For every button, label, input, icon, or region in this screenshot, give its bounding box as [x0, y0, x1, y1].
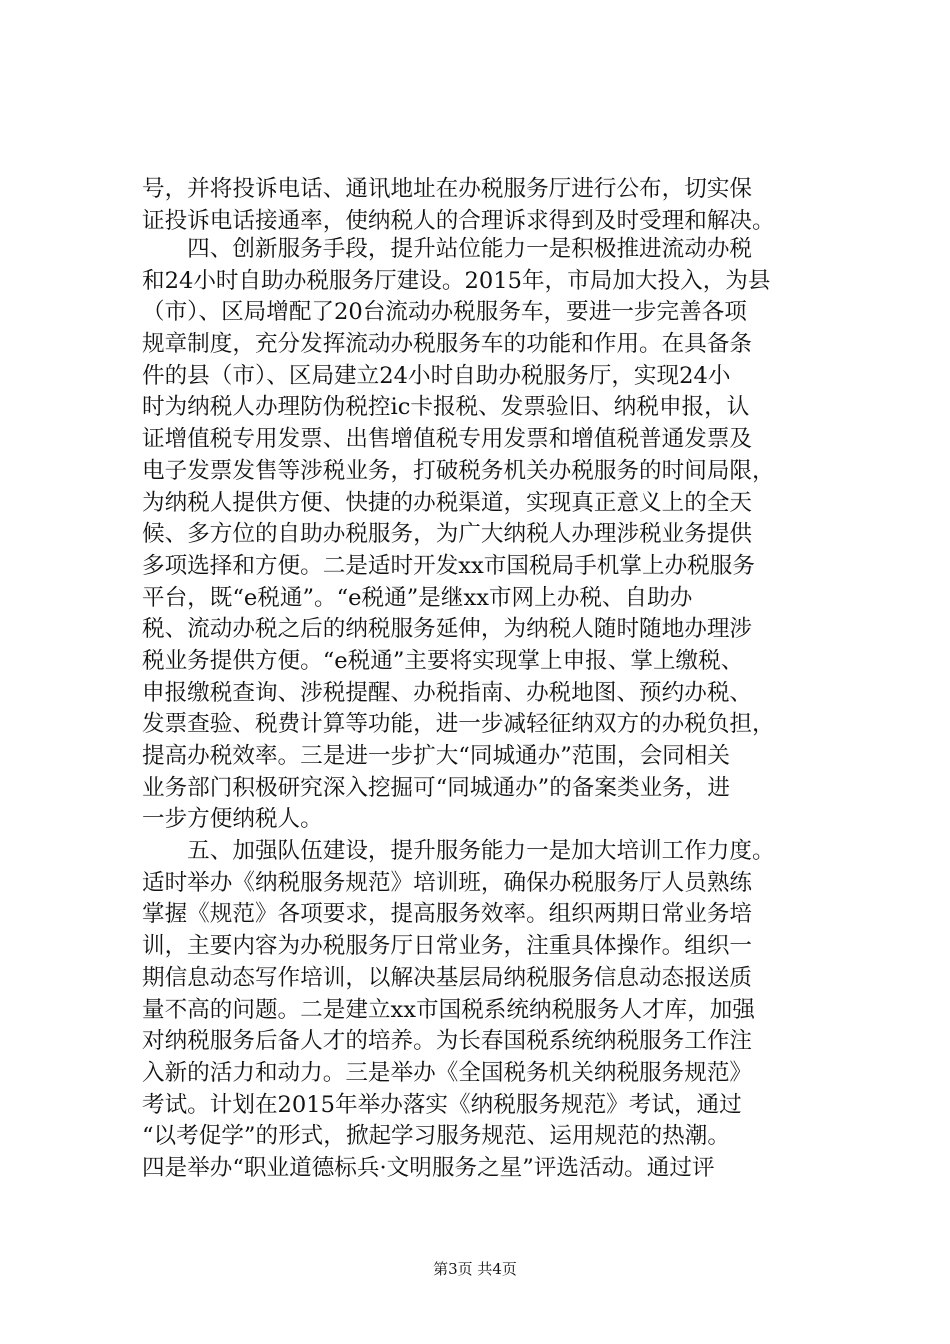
text-line: 一步方便纳税人。 [142, 806, 323, 833]
text-line: 为纳税人提供方便、快捷的办税渠道，实现真正意义上的全天 [142, 489, 753, 516]
continuation-paragraph [142, 174, 822, 237]
text-line: 证增值税专用发票、出售增值税专用发票和增值税普通发票及 [142, 426, 753, 453]
text-line: 掌握《规范》各项要求，提高服务效率。组织两期日常业务培 [142, 901, 753, 928]
text-line: 申报缴税查询、涉税提醒、办税指南、办税地图、预约办税、 [142, 679, 753, 706]
text-line: 四、创新服务手段，提升站位能力一是积极推进流动办税 [142, 236, 753, 262]
text-line: 发票查验、税费计算等功能，进一步减轻征纳双方的办税负担， [142, 711, 775, 738]
text-line: 对纳税服务后备人才的培养。为长春国税系统纳税服务工作注 [142, 1028, 753, 1055]
text-line: 规章制度，充分发挥流动办税服务车的功能和作用。在具备条 [142, 331, 753, 358]
text-line: 训，主要内容为办税服务厅日常业务，注重具体操作。组织一 [142, 933, 753, 960]
text-line: 考试。计划在2015年举办落实《纳税服务规范》考试，通过 [142, 1091, 742, 1118]
text-line: 四是举办“职业道德标兵·文明服务之星”评选活动。通过评 [142, 1154, 715, 1181]
text-line: 号，并将投诉电话、通讯地址在办税服务厅进行公布，切实保 [142, 176, 753, 202]
text-line: 期信息动态写作培训，以解决基层局纳税服务信息动态报送质 [142, 964, 753, 991]
text-line: 件的县（市）、区局建立24小时自助办税服务厅，实现24小 [142, 362, 731, 389]
text-line: （市）、区局增配了20台流动办税服务车，要进一步完善各项 [142, 299, 747, 326]
text-line: 证投诉电话接通率，使纳税人的合理诉求得到及时受理和解决。 [142, 207, 775, 234]
page-number-footer: 第3页 共4页 [433, 1260, 517, 1278]
text-line: 入新的活力和动力。三是举办《全国税务机关纳税服务规范》 [142, 1059, 753, 1086]
main-paragraphs [142, 234, 822, 1185]
text-line: 量不高的问题。二是建立xx市国税系统纳税服务人才库，加强 [142, 996, 755, 1023]
text-line: 业务部门积极研究深入挖掘可“同城通办”的备案类业务，进 [142, 774, 730, 801]
text-line: 和24小时自助办税服务厅建设。2015年，市局加大投入，为县 [142, 267, 771, 294]
text-line: 时为纳税人办理防伪税控ic卡报税、发票验旧、纳税申报，认 [142, 394, 750, 421]
text-line: 税业务提供方便。“e税通”主要将实现掌上申报、掌上缴税、 [142, 647, 744, 674]
text-line: 提高办税效率。三是进一步扩大“同城通办”范围，会同相关 [142, 743, 730, 769]
text-line: 候、多方位的自助办税服务，为广大纳税人办理涉税业务提供 [142, 521, 753, 548]
text-line: 电子发票发售等涉税业务，打破税务机关办税服务的时间局限， [142, 457, 775, 484]
text-line: 税、流动办税之后的纳税服务延伸，为纳税人随时随地办理涉 [142, 616, 753, 643]
text-line: 多项选择和方便。二是适时开发xx市国税局手机掌上办税服务 [142, 552, 755, 579]
text-line: 五、加强队伍建设，提升服务能力一是加大培训工作力度。 [142, 838, 775, 865]
text-line: 适时举办《纳税服务规范》培训班，确保办税服务厅人员熟练 [142, 869, 753, 896]
text-line: 平台，既“e税通”。“e税通”是继xx市网上办税、自助办 [142, 584, 693, 611]
text-line: “以考促学”的形式，掀起学习服务规范、运用规范的热潮。 [142, 1123, 730, 1150]
